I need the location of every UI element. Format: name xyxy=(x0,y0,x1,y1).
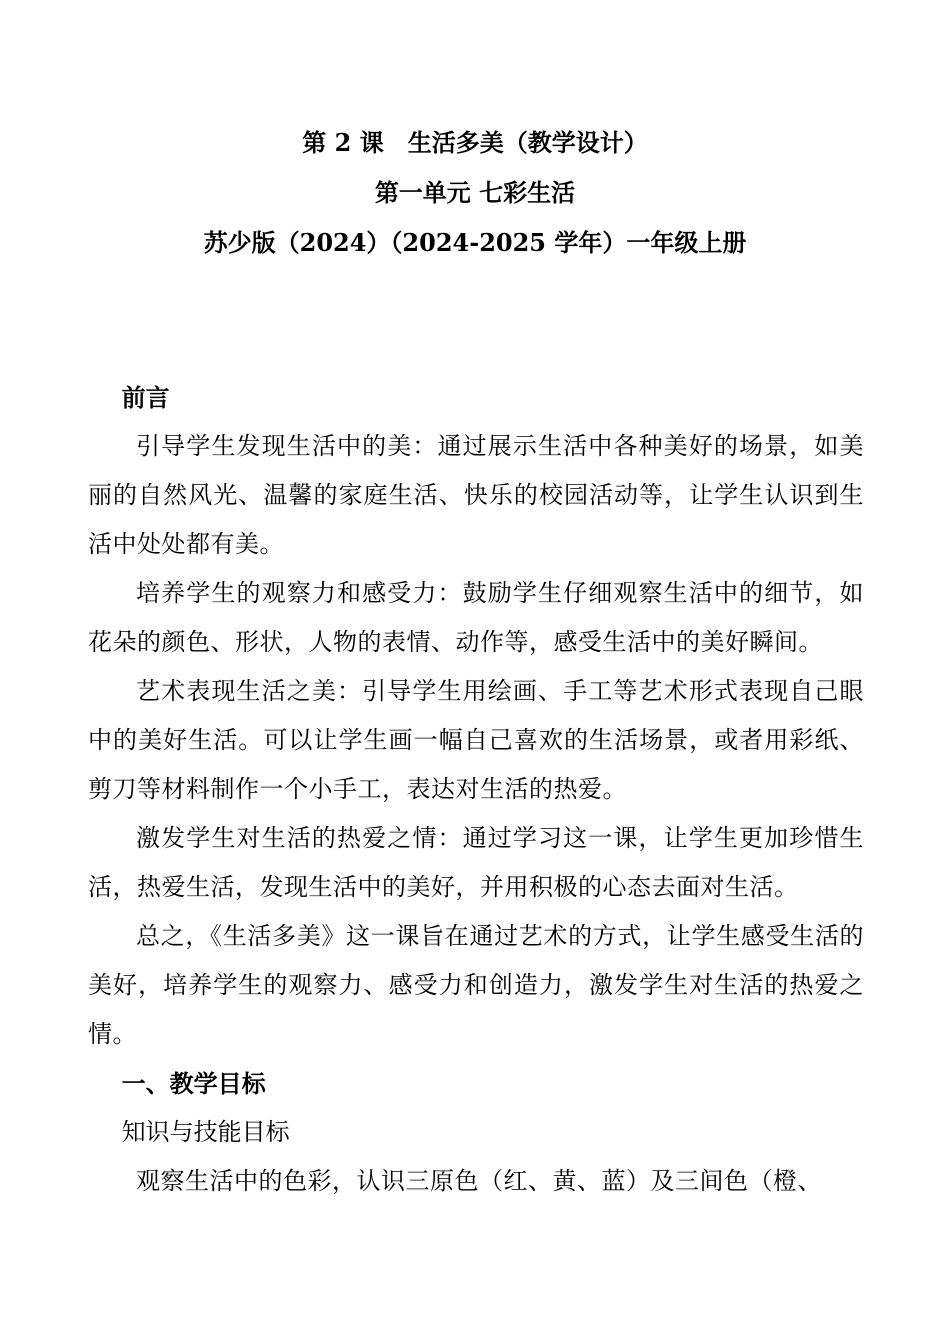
section-heading-teaching-goals: 一、教学目标 xyxy=(121,1069,266,1098)
document-body xyxy=(88,373,864,1206)
edition-title: 苏少版（2024）（2024-2025 学年）一年级上册 xyxy=(203,228,747,257)
preface-paragraph-2: 培养学生的观察力和感受力：鼓励学生仔细观察生活中的细节，如花朵的颜色、形状，人物的表情、动作等，感受生活中的美好瞬间。 xyxy=(88,579,864,656)
unit-title: 第一单元 七彩生活 xyxy=(374,178,576,207)
preface-paragraph-3: 艺术表现生活之美：引导学生用绘画、手工等艺术形式表现自己眼中的美好生活。可以让学生画一幅自己喜欢的生活场景，或者用彩纸、剪刀等材料制作一个小手工，表达对生活的热爱。 xyxy=(88,677,864,803)
preface-paragraph-4: 激发学生对生活的热爱之情：通过学习这一课，让学生更加珍惜生活，热爱生活，发现生活中的美好，并用积极的心态去面对生活。 xyxy=(88,824,864,901)
subheading-knowledge-skills: 知识与技能目标 xyxy=(121,1118,290,1146)
preface-paragraph-1: 引导学生发现生活中的美：通过展示生活中各种美好的场景，如美丽的自然风光、温馨的家庭生活、快乐的校园活动等，让学生认识到生活中处处都有美。 xyxy=(88,432,864,558)
section-paragraph-colors: 观察生活中的色彩，认识三原色（红、黄、蓝）及三间色（橙、 xyxy=(136,1167,822,1195)
preface-heading: 前言 xyxy=(121,383,170,412)
lesson-title: 第 2 课 生活多美（教学设计） xyxy=(302,128,648,157)
preface-paragraph-5: 总之，《生活多美》这一课旨在通过艺术的方式，让学生感受生活的美好，培养学生的观察力、感受力和创造力，激发学生对生活的热爱之情。 xyxy=(88,922,864,1048)
